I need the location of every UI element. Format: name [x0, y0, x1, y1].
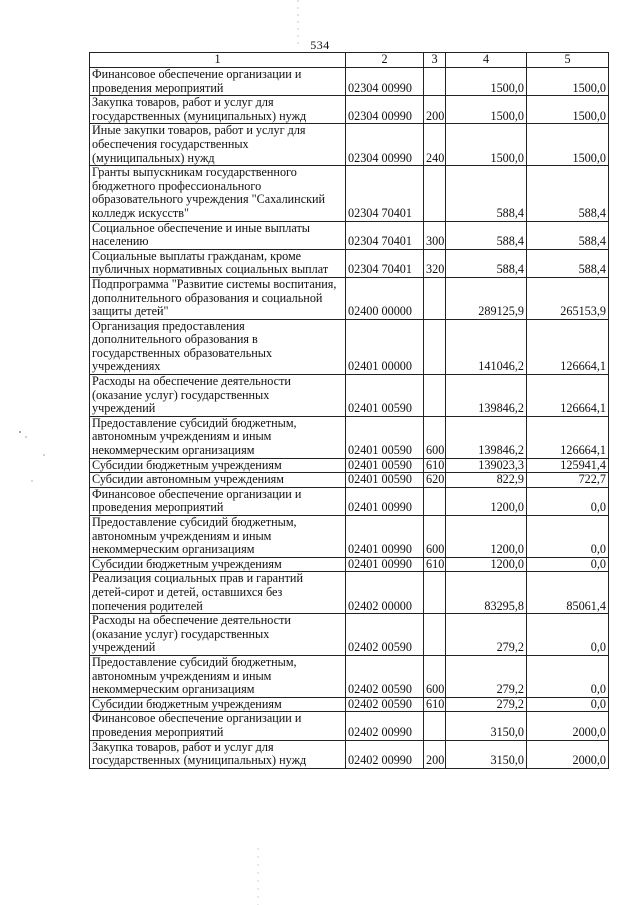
row-type: 200 [424, 96, 446, 124]
row-code: 02401 00990 [346, 557, 424, 572]
row-name-line: автономным учреждениям и иным [92, 668, 272, 683]
row-name-line: автономным учреждениям и иным [92, 429, 272, 444]
table-row [90, 277, 609, 319]
row-name-line: Предоставление субсидий бюджетным, [92, 515, 297, 529]
table-row [90, 319, 609, 374]
row-type [424, 319, 446, 374]
row-name [90, 712, 346, 740]
row-name [90, 458, 346, 473]
row-name-line: Реализация социальных прав и гарантий [92, 571, 303, 586]
table-row [90, 221, 609, 249]
table-row [90, 712, 609, 740]
table-row [90, 416, 609, 458]
row-name-line: государственных (муниципальных) нужд [92, 108, 307, 123]
row-amount-1: 279,2 [446, 697, 527, 712]
row-code: 02402 00590 [346, 697, 424, 712]
row-amount-1: 822,9 [446, 473, 527, 488]
row-name [90, 416, 346, 458]
row-amount-1: 279,2 [446, 614, 527, 656]
row-type: 610 [424, 458, 446, 473]
row-amount-1: 141046,2 [446, 319, 527, 374]
row-type [424, 572, 446, 614]
row-type [424, 277, 446, 319]
row-name-line: обеспечения государственных [92, 136, 249, 151]
row-name [90, 697, 346, 712]
row-name [90, 375, 346, 417]
table-row [90, 487, 609, 515]
row-code: 02402 00990 [346, 740, 424, 768]
row-name-line: Социальное обеспечение и иные выплаты [92, 220, 310, 235]
row-code: 02401 00000 [346, 319, 424, 374]
row-amount-1: 588,4 [446, 221, 527, 249]
row-name-line: Финансовое обеспечение организации и [92, 486, 302, 501]
row-amount-2: 126664,1 [527, 319, 609, 374]
column-header: 2 [346, 53, 424, 68]
row-amount-2: 0,0 [527, 655, 609, 697]
row-amount-2: 1500,0 [527, 68, 609, 96]
row-amount-1: 1200,0 [446, 557, 527, 572]
budget-table [89, 52, 609, 769]
row-name-line: (муниципальных) нужд [92, 150, 215, 165]
row-name-line: Подпрограмма "Развитие системы воспитания, [92, 276, 337, 291]
row-code: 02402 00990 [346, 712, 424, 740]
row-code: 02401 00590 [346, 473, 424, 488]
row-name-line: Финансовое обеспечение организации и [92, 711, 302, 726]
row-amount-2: 0,0 [527, 487, 609, 515]
table-row [90, 740, 609, 768]
row-type: 600 [424, 416, 446, 458]
row-amount-1: 289125,9 [446, 277, 527, 319]
row-type: 320 [424, 249, 446, 277]
row-code: 02304 00990 [346, 68, 424, 96]
row-name-line: Социальные выплаты гражданам, кроме [92, 248, 302, 263]
row-amount-1: 1500,0 [446, 96, 527, 124]
row-name-line: учреждений [92, 640, 156, 655]
row-type [424, 68, 446, 96]
row-code: 02304 70401 [346, 249, 424, 277]
row-name [90, 319, 346, 374]
row-name-line: государственных (муниципальных) нужд [92, 753, 307, 768]
row-amount-1: 83295,8 [446, 572, 527, 614]
row-amount-2: 1500,0 [527, 124, 609, 166]
row-code: 02304 70401 [346, 166, 424, 221]
row-code: 02304 00990 [346, 96, 424, 124]
row-name-line: Субсидии бюджетным учреждениям [92, 696, 282, 711]
row-code: 02402 00000 [346, 572, 424, 614]
row-name-line: Субсидии бюджетным учреждениям [92, 556, 282, 571]
row-amount-1: 3150,0 [446, 712, 527, 740]
row-name-line: Иные закупки товаров, работ и услуг для [92, 123, 306, 138]
row-type: 300 [424, 221, 446, 249]
row-name [90, 96, 346, 124]
row-name-line: Расходы на обеспечение деятельности [92, 613, 291, 628]
row-code: 02400 00000 [346, 277, 424, 319]
row-type: 610 [424, 557, 446, 572]
row-name-line: Предоставление субсидий бюджетным, [92, 654, 297, 669]
row-name-line: колледж искусств" [92, 205, 189, 220]
table-row [90, 166, 609, 221]
row-name-line: некоммерческим организациям [92, 682, 255, 697]
row-amount-1: 1200,0 [446, 516, 527, 558]
row-amount-1: 588,4 [446, 166, 527, 221]
row-type [424, 375, 446, 417]
row-name [90, 277, 346, 319]
table-row [90, 473, 609, 488]
table-body [90, 68, 609, 769]
page-number: 534 [310, 38, 330, 52]
row-name-line: Организация предоставления [92, 318, 245, 333]
row-name [90, 655, 346, 697]
row-name [90, 68, 346, 96]
table-row [90, 614, 609, 656]
row-name-line: Расходы на обеспечение деятельности [92, 374, 291, 389]
table-row [90, 557, 609, 572]
row-code: 02401 00590 [346, 416, 424, 458]
row-type [424, 614, 446, 656]
row-name [90, 124, 346, 166]
row-name-line: (оказание услуг) государственных [92, 387, 270, 402]
row-name [90, 557, 346, 572]
row-name-line: Предоставление субсидий бюджетным, [92, 415, 297, 430]
table-row [90, 516, 609, 558]
row-amount-1: 139846,2 [446, 375, 527, 417]
row-name-line: Финансовое обеспечение организации и [92, 67, 302, 81]
row-amount-2: 0,0 [527, 557, 609, 572]
table-row [90, 572, 609, 614]
row-type: 600 [424, 655, 446, 697]
row-amount-1: 588,4 [446, 249, 527, 277]
table-row [90, 375, 609, 417]
row-amount-2: 2000,0 [527, 712, 609, 740]
row-type: 610 [424, 697, 446, 712]
header-row [90, 53, 609, 68]
row-type: 200 [424, 740, 446, 768]
row-name [90, 740, 346, 768]
row-name [90, 487, 346, 515]
table-row [90, 458, 609, 473]
row-amount-2: 588,4 [527, 166, 609, 221]
row-code: 02304 70401 [346, 221, 424, 249]
row-code: 02304 00990 [346, 124, 424, 166]
row-amount-2: 0,0 [527, 697, 609, 712]
row-type: 620 [424, 473, 446, 488]
row-name [90, 166, 346, 221]
row-name-line: Закупка товаров, работ и услуг для [92, 95, 274, 110]
row-amount-1: 1500,0 [446, 68, 527, 96]
column-header: 3 [424, 53, 446, 68]
row-name-line: детей-сирот и детей, оставшихся без [92, 584, 283, 599]
row-amount-2: 0,0 [527, 614, 609, 656]
row-name-line: бюджетного профессионального [92, 178, 262, 193]
table-row [90, 124, 609, 166]
row-name-line: проведения мероприятий [92, 80, 224, 95]
row-name-line: образовательного учреждения "Сахалинский [92, 192, 326, 207]
row-amount-2: 126664,1 [527, 375, 609, 417]
row-name [90, 572, 346, 614]
row-code: 02402 00590 [346, 655, 424, 697]
row-amount-2: 722,7 [527, 473, 609, 488]
row-amount-1: 1200,0 [446, 487, 527, 515]
row-name-line: некоммерческим организациям [92, 542, 255, 557]
row-name [90, 614, 346, 656]
row-type [424, 712, 446, 740]
row-name-line: Гранты выпускникам государственного [92, 165, 297, 180]
row-type: 600 [424, 516, 446, 558]
table-row [90, 68, 609, 96]
row-amount-1: 139023,3 [446, 458, 527, 473]
row-amount-1: 3150,0 [446, 740, 527, 768]
row-name-line: (оказание услуг) государственных [92, 626, 270, 641]
row-name-line: защиты детей" [92, 304, 169, 319]
row-name-line: проведения мероприятий [92, 724, 224, 739]
row-name [90, 249, 346, 277]
column-header: 5 [527, 53, 609, 68]
row-amount-1: 279,2 [446, 655, 527, 697]
row-name-line: публичных нормативных социальных выплат [92, 262, 329, 277]
row-name-line: населению [92, 234, 149, 249]
row-amount-2: 2000,0 [527, 740, 609, 768]
row-name-line: государственных образовательных [92, 345, 273, 360]
table-row [90, 655, 609, 697]
row-name-line: Закупка товаров, работ и услуг для [92, 739, 274, 754]
row-amount-1: 139846,2 [446, 416, 527, 458]
row-amount-2: 588,4 [527, 249, 609, 277]
column-header: 4 [446, 53, 527, 68]
table-row [90, 96, 609, 124]
row-name [90, 516, 346, 558]
row-name-line: учреждений [92, 401, 156, 416]
row-name-line: Субсидии автономным учреждениям [92, 472, 284, 487]
row-name-line: дополнительного образования и социальной [92, 290, 323, 305]
row-name-line: учреждениях [92, 359, 161, 374]
column-header: 1 [90, 53, 346, 68]
row-code: 02401 00590 [346, 375, 424, 417]
row-amount-2: 1500,0 [527, 96, 609, 124]
table-row [90, 249, 609, 277]
row-name [90, 221, 346, 249]
row-name-line: попечения родителей [92, 598, 203, 613]
row-amount-2: 588,4 [527, 221, 609, 249]
row-name-line: автономным учреждениям и иным [92, 528, 272, 543]
row-amount-2: 125941,4 [527, 458, 609, 473]
row-type [424, 487, 446, 515]
row-code: 02401 00990 [346, 487, 424, 515]
row-type: 240 [424, 124, 446, 166]
row-code: 02401 00590 [346, 458, 424, 473]
row-type [424, 166, 446, 221]
row-amount-2: 265153,9 [527, 277, 609, 319]
row-code: 02401 00990 [346, 516, 424, 558]
row-name-line: дополнительного образования в [92, 332, 258, 347]
row-name-line: Субсидии бюджетным учреждениям [92, 457, 282, 472]
row-amount-2: 126664,1 [527, 416, 609, 458]
row-amount-2: 0,0 [527, 516, 609, 558]
row-name [90, 473, 346, 488]
row-name-line: некоммерческим организациям [92, 443, 255, 458]
row-amount-1: 1500,0 [446, 124, 527, 166]
table-row [90, 697, 609, 712]
row-amount-2: 85061,4 [527, 572, 609, 614]
row-name-line: проведения мероприятий [92, 500, 224, 515]
row-code: 02402 00590 [346, 614, 424, 656]
